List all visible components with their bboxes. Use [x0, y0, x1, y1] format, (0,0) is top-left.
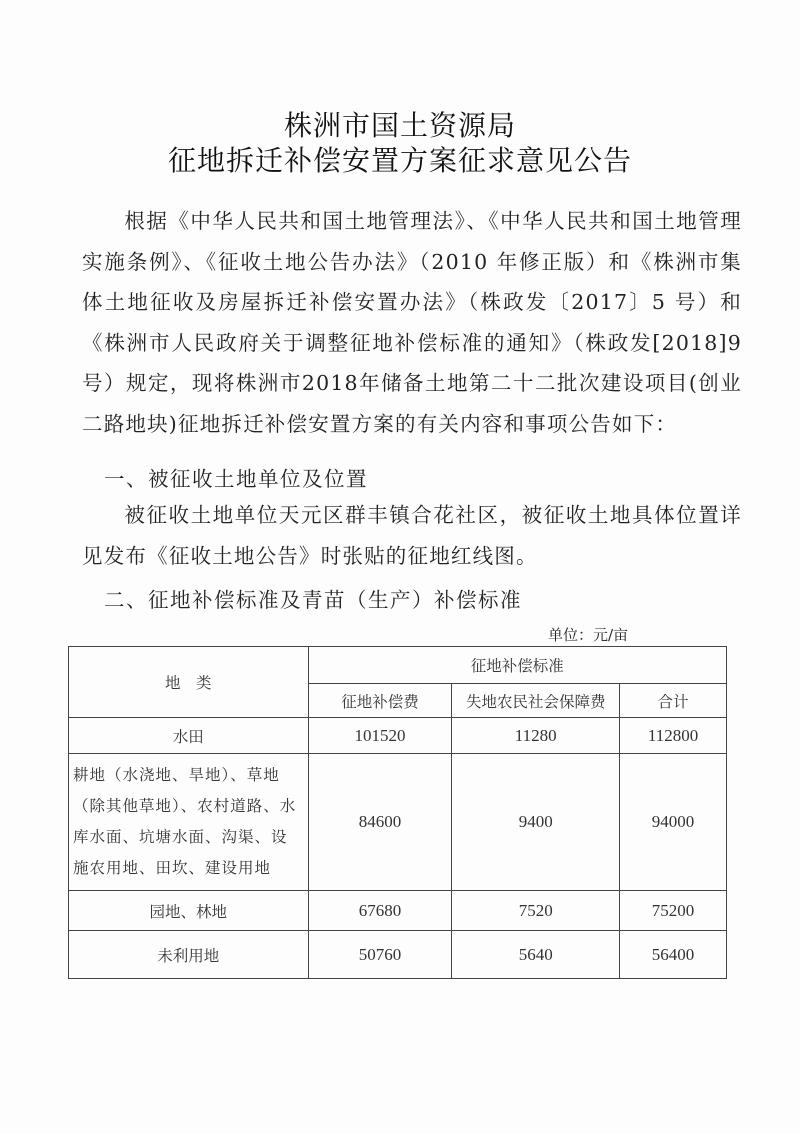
cell-total: 56400 [620, 931, 727, 979]
header-total: 合计 [620, 684, 727, 718]
section-2-heading: 二、征地补偿标准及青苗（生产）补偿标准 [104, 588, 522, 612]
section-1-paragraph [82, 495, 742, 576]
cell-comp: 84600 [308, 754, 452, 891]
cell-total: 75200 [620, 891, 727, 931]
unit-label: 单位：元/亩 [548, 626, 629, 644]
cell-type: 园地、林地 [69, 891, 309, 931]
cell-type: 水田 [69, 718, 309, 754]
title-line-2: 征地拆迁补偿安置方案征求意见公告 [167, 144, 632, 177]
header-group: 征地补偿标准 [308, 647, 726, 684]
section-1-heading: 一、被征收土地单位及位置 [104, 467, 368, 491]
compensation-table [68, 646, 727, 979]
table-row [69, 754, 727, 891]
cell-comp: 50760 [308, 931, 452, 979]
cell-social: 7520 [452, 891, 620, 931]
table-row [69, 931, 727, 979]
cell-total: 112800 [620, 718, 727, 754]
cell-social: 5640 [452, 931, 620, 979]
header-comp: 征地补偿费 [308, 684, 452, 718]
cell-comp: 67680 [308, 891, 452, 931]
intro-paragraph [82, 201, 742, 444]
header-land-type: 地 类 [69, 647, 309, 718]
cell-type: 未利用地 [69, 931, 309, 979]
header-social: 失地农民社会保障费 [452, 684, 620, 718]
intro-text: 根据《中华人民共和国土地管理法》、《中华人民共和国土地管理实施条例》、《征收土地公告办法》（2010 年修正版）和《株洲市集体土地征收及房屋拆迁补偿安置办法》（株政发〔2017〕5 号）和《株洲市人民政府关于调整征地补偿标准的通知》（株政发[2018]9 号）规定，现将株洲市2018年储备土地第二十二批次建设项目(创业二路地块)征地拆迁补偿安置方案的有关内容和事项公告如下： [82, 209, 742, 436]
cell-social: 9400 [452, 754, 620, 891]
cell-comp: 101520 [308, 718, 452, 754]
table-row [69, 718, 727, 754]
table-row [69, 891, 727, 931]
title-line-1: 株洲市国土资源局 [283, 109, 516, 142]
cell-type: 耕地（水浇地、旱地）、草地（除其他草地）、农村道路、水库水面、坑塘水面、沟渠、设施农用地、田坎、建设用地 [69, 754, 309, 891]
cell-total: 94000 [620, 754, 727, 891]
section-1-text: 被征收土地单位天元区群丰镇合花社区，被征收土地具体位置详见发布《征收土地公告》时张贴的征地红线图。 [82, 503, 742, 568]
cell-social: 11280 [452, 718, 620, 754]
